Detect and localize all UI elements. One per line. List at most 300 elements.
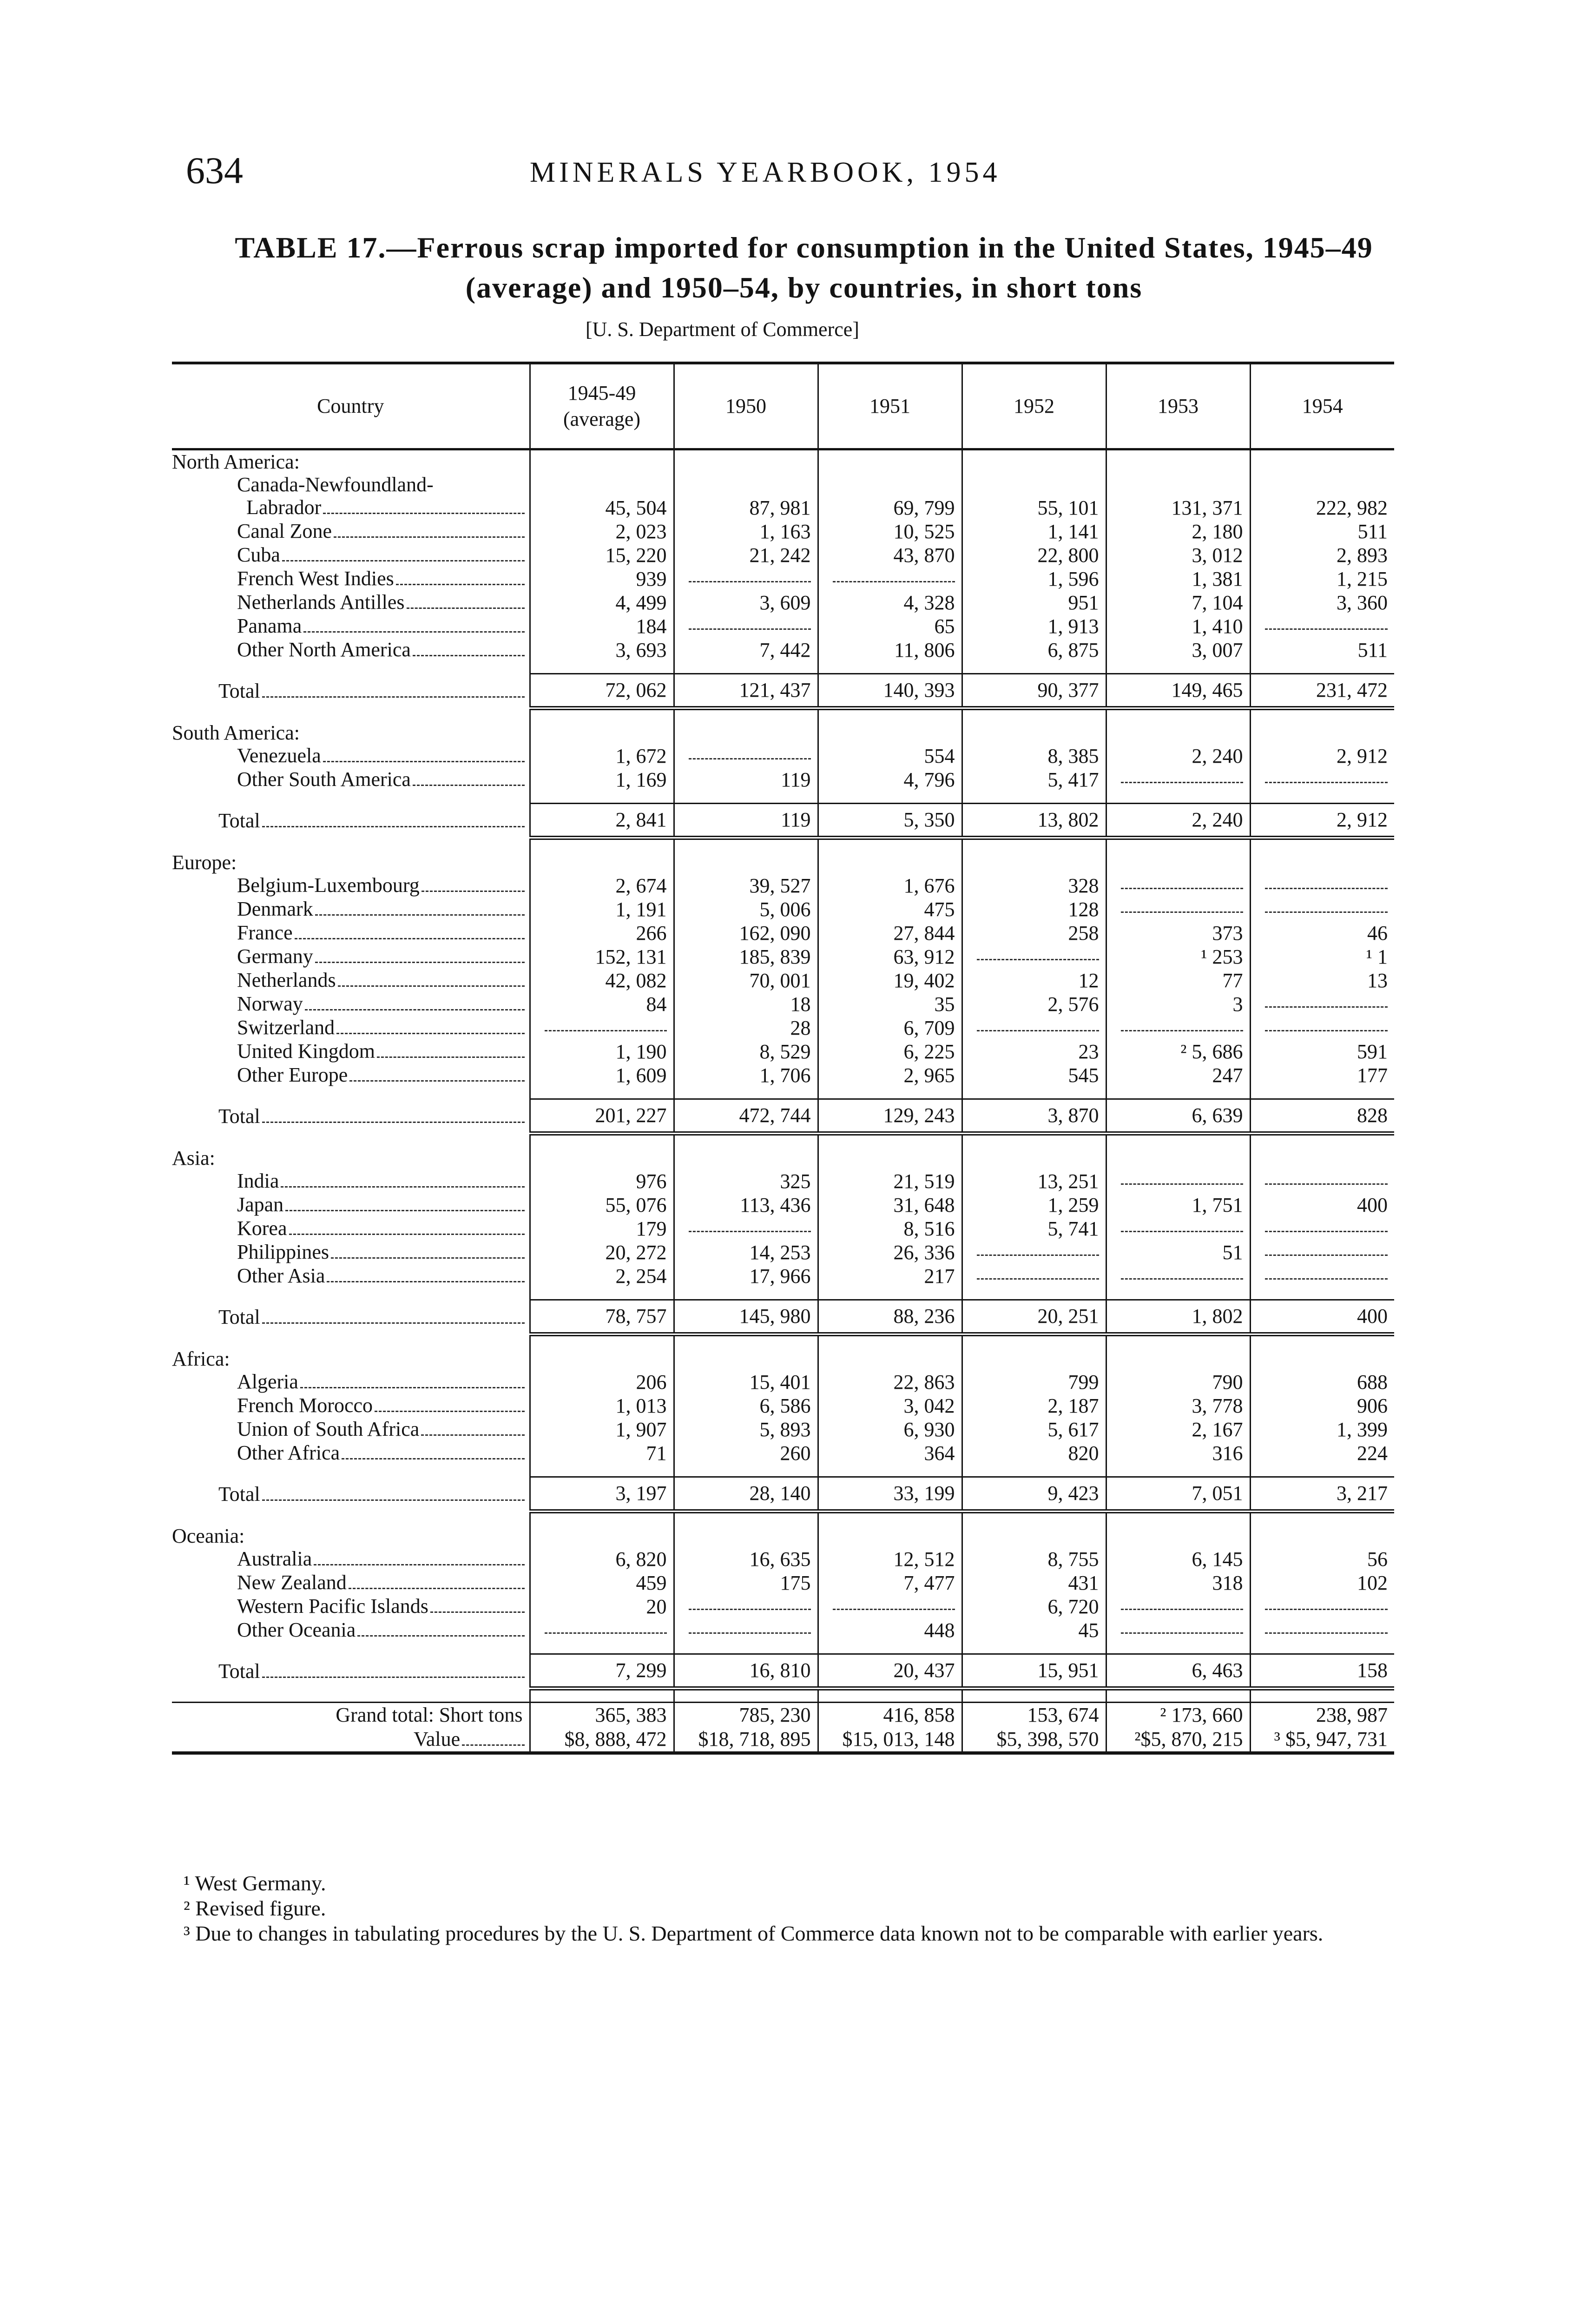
grand-total-label: Grand total: Short tons (172, 1703, 530, 1728)
cell-value: 431 (962, 1571, 1106, 1595)
cell-value: 35 (818, 992, 962, 1016)
no-data-dash (1265, 1220, 1388, 1232)
total-label: Total (172, 1300, 530, 1334)
cell-value: 1, 751 (1106, 1193, 1250, 1217)
cell-value: 10, 525 (818, 520, 962, 543)
cell-value: 55, 101 (962, 496, 1106, 520)
cell-value: 1, 410 (1106, 614, 1250, 638)
no-data-dash (545, 1019, 667, 1031)
country-name: Other Oceania (172, 1618, 530, 1642)
cell-value: 131, 371 (1106, 496, 1250, 520)
no-data-dash (1121, 1598, 1243, 1610)
cell-value (674, 744, 818, 768)
cell-value: 1, 381 (1106, 567, 1250, 591)
cell-value: 906 (1250, 1394, 1394, 1418)
cell-value: $5, 398, 570 (962, 1727, 1106, 1753)
no-data-dash (1121, 877, 1243, 889)
cell-value: 2, 254 (530, 1264, 674, 1288)
country-name: Union of South Africa (172, 1418, 530, 1441)
cell-value: 45, 504 (530, 496, 674, 520)
table-row (172, 638, 1394, 662)
cell-value: 3, 870 (962, 1099, 1106, 1134)
cell-value: 820 (962, 1441, 1106, 1465)
table-row (172, 496, 1394, 520)
cell-value: 1, 013 (530, 1394, 674, 1418)
cell-value (674, 567, 818, 591)
cell-value: 2, 965 (818, 1063, 962, 1087)
cell-value: 6, 145 (1106, 1547, 1250, 1571)
cell-value: 119 (674, 768, 818, 792)
cell-value: 2, 674 (530, 874, 674, 898)
cell-value: 6, 720 (962, 1595, 1106, 1618)
cell-value: ¹ 1 (1250, 945, 1394, 969)
cell-value: 20, 437 (818, 1654, 962, 1689)
cell-value: 4, 328 (818, 591, 962, 614)
cell-value (674, 614, 818, 638)
cell-value: 2, 912 (1250, 804, 1394, 838)
cell-value: 222, 982 (1250, 496, 1394, 520)
cell-value: 140, 393 (818, 674, 962, 708)
cell-value: 77 (1106, 969, 1250, 992)
cell-value: 28, 140 (674, 1477, 818, 1512)
footnote-1: ¹ West Germany. (184, 1871, 326, 1895)
cell-value: 42, 082 (530, 969, 674, 992)
table-row (172, 1169, 1394, 1193)
cell-value: 13 (1250, 969, 1394, 992)
cell-value (1250, 898, 1394, 921)
cell-value (1250, 768, 1394, 792)
cell-value: 87, 981 (674, 496, 818, 520)
table-row (172, 1370, 1394, 1394)
country-name: Japan (172, 1193, 530, 1217)
cell-value: 119 (674, 804, 818, 838)
cell-value: ³ $5, 947, 731 (1250, 1727, 1394, 1753)
cell-value: 9, 423 (962, 1477, 1106, 1512)
table-row (172, 1217, 1394, 1241)
no-data-dash (1265, 995, 1388, 1008)
cell-value: 459 (530, 1571, 674, 1595)
cell-value: 7, 299 (530, 1654, 674, 1689)
col-header-1951: 1951 (818, 363, 962, 449)
cell-value (1250, 614, 1394, 638)
cell-value: 325 (674, 1169, 818, 1193)
country-name: New Zealand (172, 1571, 530, 1595)
cell-value (1106, 1595, 1250, 1618)
cell-value: 6, 463 (1106, 1654, 1250, 1689)
table-row (172, 473, 1394, 496)
table-row (172, 591, 1394, 614)
no-data-dash (1121, 1172, 1243, 1185)
no-data-dash (1265, 877, 1388, 889)
country-name: French Morocco (172, 1394, 530, 1418)
country-name: Other North America (172, 638, 530, 662)
region-name: Europe: (172, 851, 237, 874)
cell-value: 184 (530, 614, 674, 638)
country-name: Canal Zone (172, 520, 530, 543)
table-body (172, 449, 1394, 1753)
country-name: Algeria (172, 1370, 530, 1394)
cell-value (530, 1618, 674, 1642)
cell-value: 2, 912 (1250, 744, 1394, 768)
table-row (172, 1241, 1394, 1264)
cell-value: 1, 215 (1250, 567, 1394, 591)
cell-value: 13, 251 (962, 1169, 1106, 1193)
cell-value (1106, 1264, 1250, 1288)
no-data-dash (689, 1598, 811, 1610)
cell-value: 177 (1250, 1063, 1394, 1087)
cell-value: 2, 240 (1106, 804, 1250, 838)
cell-value: 128 (962, 898, 1106, 921)
cell-value: 28 (674, 1016, 818, 1040)
cell-value: 6, 639 (1106, 1099, 1250, 1134)
cell-value: 475 (818, 898, 962, 921)
cell-value (1106, 1618, 1250, 1642)
cell-value: 1, 907 (530, 1418, 674, 1441)
cell-value: 511 (1250, 638, 1394, 662)
cell-value: 158 (1250, 1654, 1394, 1689)
cell-value: ² 173, 660 (1106, 1703, 1250, 1728)
cell-value: 2, 893 (1250, 543, 1394, 567)
cell-value: 5, 350 (818, 804, 962, 838)
cell-value: 12 (962, 969, 1106, 992)
cell-value: 364 (818, 1441, 962, 1465)
cell-value: 5, 617 (962, 1418, 1106, 1441)
region-name: Africa: (172, 1347, 230, 1370)
country-name: Netherlands Antilles (172, 591, 530, 614)
cell-value (1250, 874, 1394, 898)
cell-value: 21, 242 (674, 543, 818, 567)
cell-value: 18 (674, 992, 818, 1016)
cell-value: 1, 676 (818, 874, 962, 898)
cell-value: 149, 465 (1106, 674, 1250, 708)
spacer-row (172, 1087, 1394, 1099)
cell-value: 71 (530, 1441, 674, 1465)
cell-value: 365, 383 (530, 1703, 674, 1728)
no-data-dash (689, 570, 811, 582)
cell-value: 121, 437 (674, 674, 818, 708)
cell-value (1106, 768, 1250, 792)
cell-value: 88, 236 (818, 1300, 962, 1334)
region-total-row (172, 1300, 1394, 1334)
cell-value: 3, 042 (818, 1394, 962, 1418)
cell-value: 400 (1250, 1300, 1394, 1334)
no-data-dash (977, 1243, 1099, 1256)
cell-value: $8, 888, 472 (530, 1727, 674, 1753)
cell-value: 39, 527 (674, 874, 818, 898)
cell-value: 951 (962, 591, 1106, 614)
region-total-row (172, 804, 1394, 838)
cell-value: 448 (818, 1618, 962, 1642)
col-header-1953: 1953 (1106, 363, 1250, 449)
no-data-dash (977, 948, 1099, 960)
cell-value: 45 (962, 1618, 1106, 1642)
cell-value: 33, 199 (818, 1477, 962, 1512)
cell-value: 70, 001 (674, 969, 818, 992)
cell-value: 15, 401 (674, 1370, 818, 1394)
spacer-row (172, 1288, 1394, 1300)
col-header-1945-49: 1945-49 (average) (530, 363, 674, 449)
cell-value (530, 1016, 674, 1040)
cell-value (1250, 1264, 1394, 1288)
cell-value: 1, 802 (1106, 1300, 1250, 1334)
cell-value: 20, 251 (962, 1300, 1106, 1334)
country-name: Other Asia (172, 1264, 530, 1288)
total-label: Total (172, 674, 530, 708)
cell-value: 939 (530, 567, 674, 591)
region-header-row (172, 721, 1394, 744)
cell-value: 27, 844 (818, 921, 962, 945)
cell-value (674, 1618, 818, 1642)
country-name: Other Africa (172, 1441, 530, 1465)
table-row (172, 969, 1394, 992)
cell-value: 3, 609 (674, 591, 818, 614)
cell-value: 20, 272 (530, 1241, 674, 1264)
cell-value: 17, 966 (674, 1264, 818, 1288)
cell-value: 5, 417 (962, 768, 1106, 792)
total-label: Total (172, 1477, 530, 1512)
country-name: French West Indies (172, 567, 530, 591)
cell-value: 1, 706 (674, 1063, 818, 1087)
table-row (172, 874, 1394, 898)
cell-value: 13, 802 (962, 804, 1106, 838)
grand-total-value-row (172, 1727, 1394, 1753)
cell-value: 1, 169 (530, 768, 674, 792)
cell-value (1250, 1241, 1394, 1264)
table-row (172, 898, 1394, 921)
grand-total-short-tons-row (172, 1703, 1394, 1728)
cell-value: 5, 893 (674, 1418, 818, 1441)
table-row (172, 1547, 1394, 1571)
spacer-row (172, 1642, 1394, 1654)
cell-value: 43, 870 (818, 543, 962, 567)
no-data-dash (1121, 1621, 1243, 1634)
cell-value: 1, 190 (530, 1040, 674, 1063)
cell-value: 145, 980 (674, 1300, 818, 1334)
cell-value: 46 (1250, 921, 1394, 945)
country-name: Venezuela (172, 744, 530, 768)
country-name: Western Pacific Islands (172, 1595, 530, 1618)
cell-value (1250, 1595, 1394, 1618)
cell-value: 8, 385 (962, 744, 1106, 768)
cell-value: 5, 006 (674, 898, 818, 921)
cell-value: 5, 741 (962, 1217, 1106, 1241)
spacer-row (172, 708, 1394, 722)
country-name: Panama (172, 614, 530, 638)
cell-value: 790 (1106, 1370, 1250, 1394)
cell-value: 6, 930 (818, 1418, 962, 1441)
table-row (172, 768, 1394, 792)
cell-value: 6, 709 (818, 1016, 962, 1040)
cell-value: 2, 180 (1106, 520, 1250, 543)
cell-value: ²$5, 870, 215 (1106, 1727, 1250, 1753)
cell-value: 78, 757 (530, 1300, 674, 1334)
cell-value: 7, 051 (1106, 1477, 1250, 1512)
cell-value (1250, 1016, 1394, 1040)
cell-value: 1, 596 (962, 567, 1106, 591)
cell-value: 21, 519 (818, 1169, 962, 1193)
cell-value: 8, 755 (962, 1547, 1106, 1571)
no-data-dash (1265, 1598, 1388, 1610)
ferrous-scrap-table (172, 362, 1394, 1755)
cell-value: 23 (962, 1040, 1106, 1063)
cell-value: 238, 987 (1250, 1703, 1394, 1728)
country-name: Germany (172, 945, 530, 969)
cell-value: 162, 090 (674, 921, 818, 945)
table-row (172, 921, 1394, 945)
cell-value: 328 (962, 874, 1106, 898)
country-name: Korea (172, 1217, 530, 1241)
cell-value: 3, 007 (1106, 638, 1250, 662)
spacer-row (172, 1465, 1394, 1477)
table-row (172, 567, 1394, 591)
no-data-dash (1121, 900, 1243, 913)
value-label: Value (172, 1727, 530, 1753)
country-name: Denmark (172, 898, 530, 921)
cell-value: 3, 197 (530, 1477, 674, 1512)
cell-value: 14, 253 (674, 1241, 818, 1264)
cell-value: 19, 402 (818, 969, 962, 992)
running-head: MINERALS YEARBOOK, 1954 (530, 157, 1001, 188)
cell-value (962, 945, 1106, 969)
cell-value: $18, 718, 895 (674, 1727, 818, 1753)
country-name: United Kingdom (172, 1040, 530, 1063)
spacer-row (172, 662, 1394, 674)
cell-value: 175 (674, 1571, 818, 1595)
table-row (172, 614, 1394, 638)
table-row (172, 992, 1394, 1016)
cell-value: 231, 472 (1250, 674, 1394, 708)
cell-value: 472, 744 (674, 1099, 818, 1134)
cell-value: 6, 820 (530, 1547, 674, 1571)
cell-value (962, 1264, 1106, 1288)
table-row (172, 945, 1394, 969)
cell-value: 201, 227 (530, 1099, 674, 1134)
table-row (172, 1595, 1394, 1618)
cell-value: 4, 499 (530, 591, 674, 614)
cell-value: 2, 023 (530, 520, 674, 543)
cell-value: 1, 399 (1250, 1418, 1394, 1441)
table-title: TABLE 17.—Ferrous scrap imported for consumption in the United States, 1945–49 (average) and 1950–54, by countries, in short tons (235, 231, 1373, 304)
cell-value: 316 (1106, 1441, 1250, 1465)
col-header-country: Country (172, 363, 530, 449)
cell-value: 2, 841 (530, 804, 674, 838)
no-data-dash (977, 1267, 1099, 1280)
cell-value: 16, 635 (674, 1547, 818, 1571)
cell-value: 4, 796 (818, 768, 962, 792)
cell-value: $15, 013, 148 (818, 1727, 962, 1753)
country-name: France (172, 921, 530, 945)
spacer-row (172, 1134, 1394, 1147)
cell-value: 72, 062 (530, 674, 674, 708)
no-data-dash (833, 1598, 955, 1610)
spacer-row (172, 792, 1394, 804)
cell-value: 153, 674 (962, 1703, 1106, 1728)
cell-value (818, 1595, 962, 1618)
cell-value (1106, 874, 1250, 898)
col-header-1952: 1952 (962, 363, 1106, 449)
cell-value (818, 567, 962, 591)
cell-value (1250, 992, 1394, 1016)
cell-value: 400 (1250, 1193, 1394, 1217)
cell-value (674, 1217, 818, 1241)
cell-value (1106, 1169, 1250, 1193)
cell-value: 1, 672 (530, 744, 674, 768)
col-header-1950: 1950 (674, 363, 818, 449)
cell-value: 69, 799 (818, 496, 962, 520)
region-header-row (172, 851, 1394, 874)
data-table-wrapper (172, 362, 1394, 1755)
country-name: Labrador (172, 496, 530, 520)
region-name: Oceania: (172, 1525, 245, 1547)
cell-value: 1, 163 (674, 520, 818, 543)
total-label: Total (172, 1099, 530, 1134)
cell-value: 7, 477 (818, 1571, 962, 1595)
no-data-dash (689, 747, 811, 759)
table-row (172, 1618, 1394, 1642)
cell-value: 2, 167 (1106, 1418, 1250, 1441)
cell-value: 3, 778 (1106, 1394, 1250, 1418)
region-total-row (172, 1477, 1394, 1512)
no-data-dash (545, 1621, 667, 1634)
no-data-dash (1265, 1621, 1388, 1634)
header-row (172, 363, 1394, 449)
cell-value: 416, 858 (818, 1703, 962, 1728)
region-total-row (172, 1099, 1394, 1134)
cell-value: 56 (1250, 1547, 1394, 1571)
cell-value: 6, 586 (674, 1394, 818, 1418)
table-row (172, 1016, 1394, 1040)
cell-value: 7, 442 (674, 638, 818, 662)
cell-value: 260 (674, 1441, 818, 1465)
cell-value: 3, 012 (1106, 543, 1250, 567)
cell-value (1106, 1016, 1250, 1040)
cell-value: 799 (962, 1370, 1106, 1394)
cell-value: 258 (962, 921, 1106, 945)
cell-value: 206 (530, 1370, 674, 1394)
footnote-2: ² Revised figure. (184, 1896, 326, 1920)
country-name: Canada-Newfoundland- (237, 473, 434, 496)
cell-value (1106, 898, 1250, 921)
country-name: Other South America (172, 768, 530, 792)
country-name: Cuba (172, 543, 530, 567)
table-row (172, 744, 1394, 768)
cell-value: 1, 191 (530, 898, 674, 921)
cell-value: 3, 360 (1250, 591, 1394, 614)
cell-value (962, 1241, 1106, 1264)
table-row (172, 1571, 1394, 1595)
cell-value: 22, 863 (818, 1370, 962, 1394)
cell-value: 55, 076 (530, 1193, 674, 1217)
region-header-row (172, 1347, 1394, 1370)
table-row (172, 543, 1394, 567)
cell-value: 185, 839 (674, 945, 818, 969)
country-name: India (172, 1169, 530, 1193)
table-row (172, 520, 1394, 543)
cell-value: 26, 336 (818, 1241, 962, 1264)
cell-value (1250, 1169, 1394, 1193)
no-data-dash (977, 1019, 1099, 1031)
cell-value: 129, 243 (818, 1099, 962, 1134)
no-data-dash (1265, 771, 1388, 783)
cell-value: 247 (1106, 1063, 1250, 1087)
no-data-dash (1265, 1172, 1388, 1185)
cell-value: 179 (530, 1217, 674, 1241)
region-name: North America: (172, 450, 300, 473)
country-name: Australia (172, 1547, 530, 1571)
cell-value: 8, 516 (818, 1217, 962, 1241)
table-row (172, 1264, 1394, 1288)
total-label: Total (172, 804, 530, 838)
